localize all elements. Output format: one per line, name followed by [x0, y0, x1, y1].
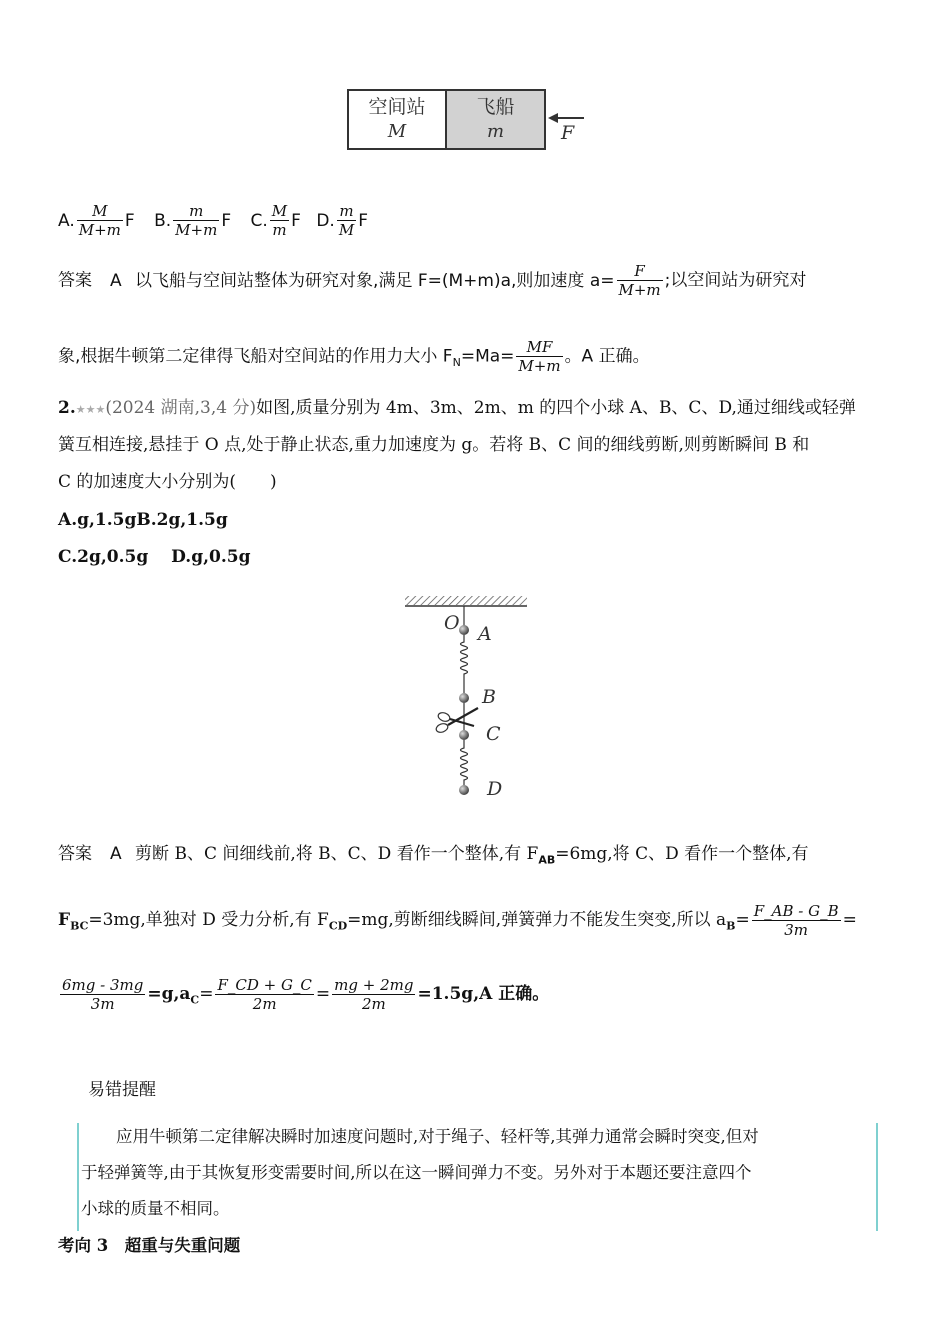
q1-option-d: D. $\frac{m}{M}$ F	[316, 202, 368, 239]
label-o: O	[444, 612, 460, 634]
ball-a	[459, 625, 469, 635]
station-mass: M	[387, 121, 407, 142]
tip-line3: 小球的质量不相同。	[81, 1199, 230, 1218]
spring-ball-diagram	[400, 590, 540, 805]
q1-answer-line1: 答案 A 以飞船与空间站整体为研究对象,满足 F=(M+m)a,则加速度 a= $\frac{F}{M+m}$ ;以空间站为研究对	[58, 262, 807, 299]
q1-option-a: A. $\frac{M}{M+m}$ F	[58, 202, 135, 239]
section-title: 考向 3 超重与失重问题	[58, 1236, 241, 1255]
label-d: D	[487, 778, 503, 800]
tip-line1: 应用牛顿第二定律解决瞬时加速度问题时,对于绳子、轻杆等,其弹力通常会瞬时突变,但对	[116, 1127, 759, 1146]
spring-ab	[461, 635, 468, 693]
q2-solution-line1: 答案 A 剪断 B、C 间细线前,将 B、C、D 看作一个整体,有 $F_{AB}=6mg$,将 C、D 看作一个整体,有	[58, 844, 809, 867]
force-label: F	[561, 122, 575, 144]
q1-option-c: C. $\frac{M}{m}$ F	[250, 202, 301, 239]
q1-options	[58, 202, 368, 239]
q2-stem-line1: 2.★★★(2024 湖南,3,4 分)如图,质量分别为 4m、3m、2m、m 的四个小球 A、B、C、D,通过细线或轻弹	[58, 398, 856, 418]
tip-line2: 于轻弹簧等,由于其恢复形变需要时间,所以在这一瞬间弹力不变。另外对于本题还要注意四个	[81, 1163, 752, 1182]
q1-answer-line2: 象,根据牛顿第二定律得飞船对空间站的作用力大小 $F_N=Ma=$ $\frac{MF}{M+m}$ 。A 正确。	[58, 338, 650, 375]
ball-c	[459, 730, 469, 740]
label-a: A	[478, 623, 492, 645]
ball-b	[459, 693, 469, 703]
spacecraft-box	[445, 89, 546, 150]
spring-cd	[461, 740, 468, 785]
scissors-icon	[435, 708, 478, 734]
difficulty-stars-icon: ★★★	[75, 403, 106, 416]
label-c: C	[486, 723, 501, 745]
tip-title: 易错提醒	[88, 1080, 156, 1100]
q2-solution-line3: $\frac{6mg - 3mg}{3m}$ $=g,a_C=$ $\frac{F\_CD + G\_C}{2m}$ = $\frac{mg + 2mg}{2m}$ =1.5g,A 正确。	[62, 976, 550, 1013]
label-b: B	[482, 686, 496, 708]
q2-solution-line2: $F_{BC}=3mg$,单独对 D 受力分析,有 $F_{CD}=mg$,剪断细线瞬间,弹簧弹力不能发生突变,所以 $a_B=$ $\frac{F\_AB - G\_B}{3m}$ =	[58, 902, 857, 939]
q2-stem-line2: 簧互相连接,悬挂于 O 点,处于静止状态,重力加速度为 g。若将 B、C 间的细线剪断,则剪断瞬间 B 和	[58, 435, 810, 455]
ship-mass: m	[486, 121, 505, 142]
q1-option-b: B. $\frac{m}{M+m}$ F	[154, 202, 232, 239]
q2-options-line1: A.g,1.5gB.2g,1.5g	[58, 510, 228, 530]
station-label: 空间站	[368, 96, 426, 118]
ball-d	[459, 785, 469, 795]
q2-options-line2: C.2g,0.5g D.g,0.5g	[58, 547, 251, 567]
space-station-box	[347, 89, 447, 150]
ceiling	[405, 596, 527, 605]
ship-label: 飞船	[476, 96, 515, 118]
q2-stem-line3: C 的加速度大小分别为( )	[58, 472, 277, 492]
